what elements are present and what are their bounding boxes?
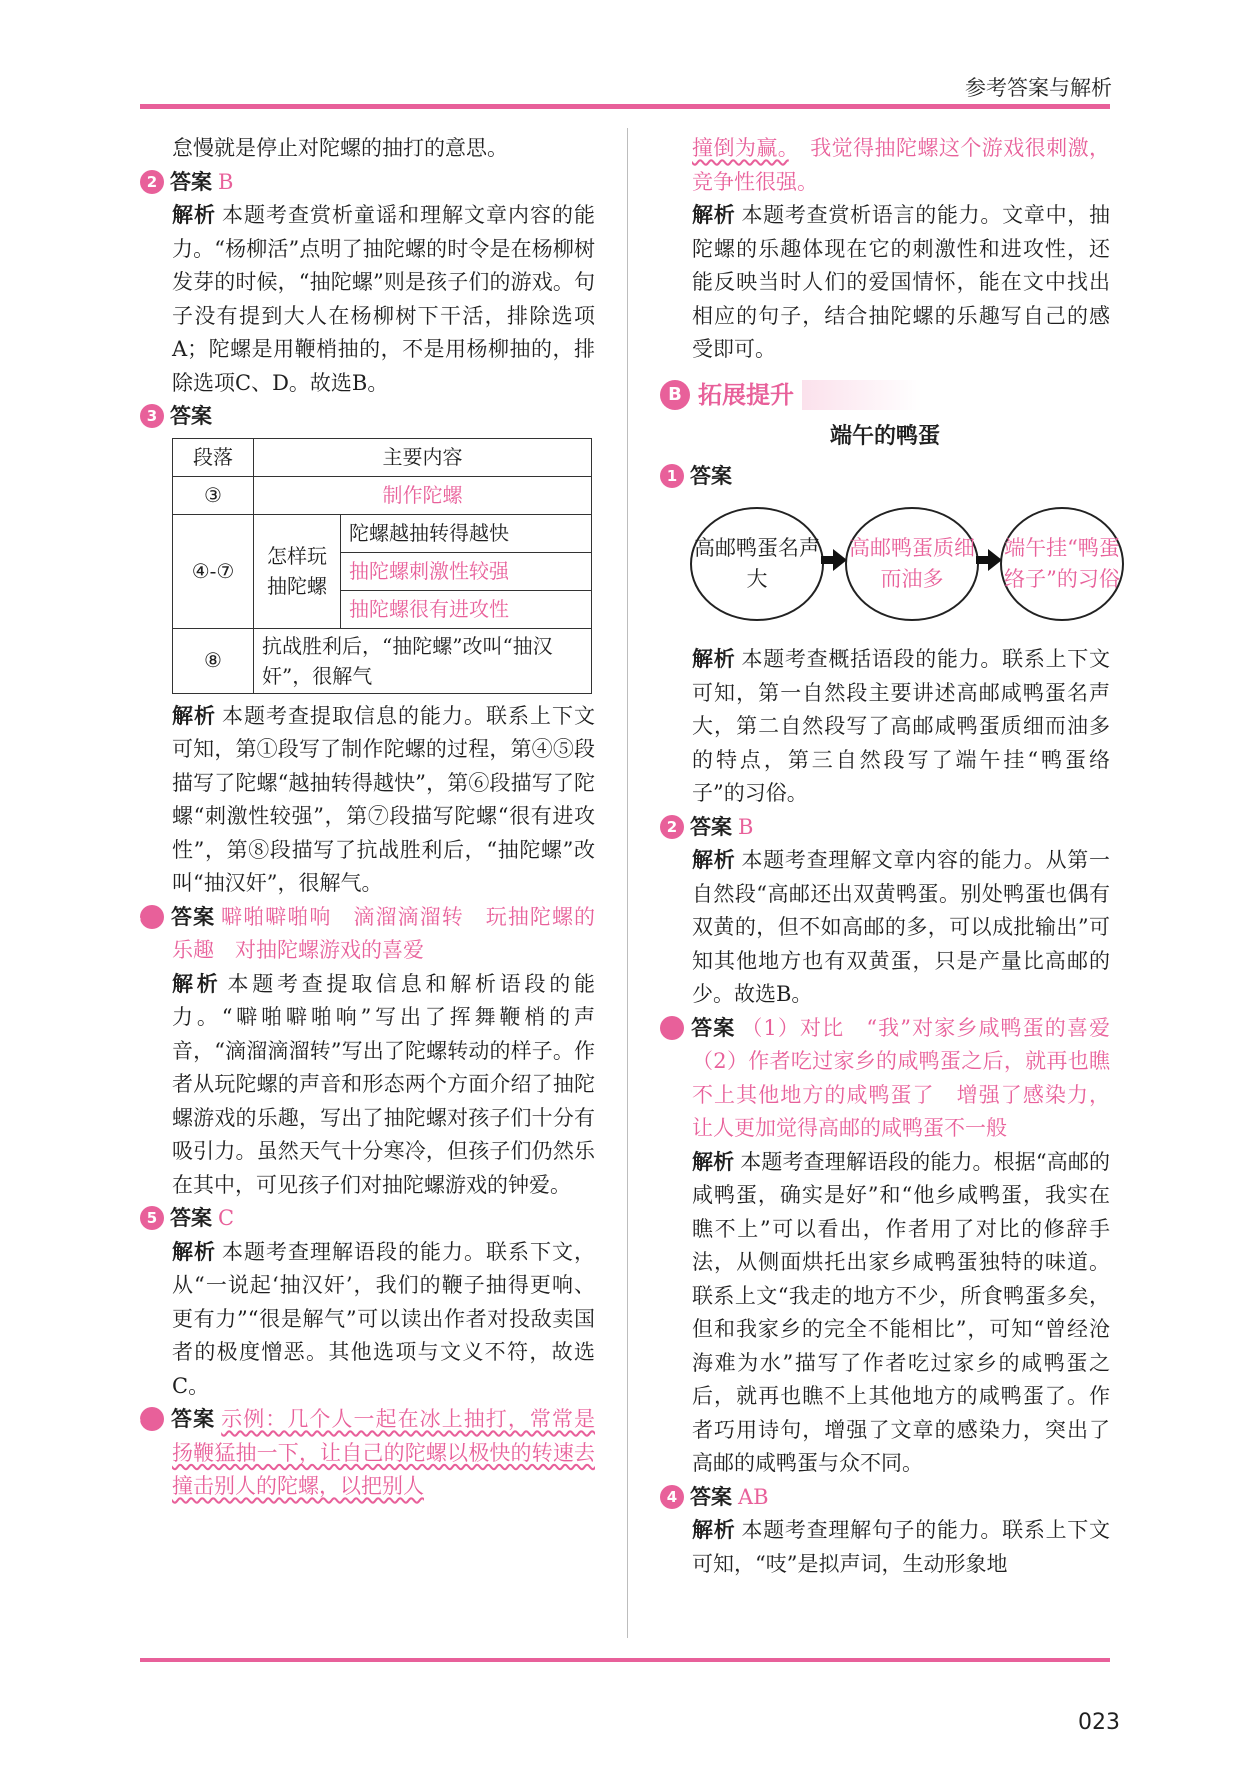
q6-answer-feel: 我觉得抽陀螺这个游戏很刺激，竞争性很强。 <box>692 136 1111 194</box>
answer-label: 答案 <box>690 814 732 839</box>
q6-answer-continued <box>660 132 1110 199</box>
q5-number: 5 <box>140 1206 164 1230</box>
analysis-label: 解析 <box>172 971 222 996</box>
q3-answer <box>140 400 595 434</box>
q3-table <box>172 438 592 694</box>
p2-analysis <box>660 844 1110 1012</box>
flow-node: 高邮鸭蛋名声大 <box>690 507 824 621</box>
analysis-label: 解析 <box>692 1518 736 1542</box>
answer-label: 答案 <box>690 1015 736 1040</box>
answer-label: 答案 <box>170 904 216 929</box>
arrow-right-icon <box>821 547 847 573</box>
section-heading <box>660 379 1110 413</box>
column-divider <box>627 128 628 1638</box>
table-row <box>173 476 592 514</box>
table-row <box>173 628 592 693</box>
p4-analysis-text: 本题考查理解句子的能力。联系上下文可知，“吱”是拟声词，生动形象地 <box>692 1518 1111 1576</box>
p4-analysis <box>660 1514 1110 1581</box>
p3-analysis-text: 本题考查理解语段的能力。根据“高邮的咸鸭蛋，确实是好”和“他乡咸鸭蛋，我实在瞧不上”可以看出，作者用了对比的修辞手法，从侧面烘托出家乡咸鸭蛋独特的味道。联系上文“我走的地方不少，所食鸭蛋多矣，但和我家乡的完全不能相比”，可知“曾经沧海难为水”描写了作者吃过家乡的咸鸭蛋之后，就再也瞧不上其他地方的咸鸭蛋了。作者巧用诗句，增强了文章的感染力，突出了高邮的咸鸭蛋与众不同。 <box>692 1149 1111 1475</box>
p1-analysis-text: 本题考查概括语段的能力。联系上下文可知，第一自然段主要讲述高邮咸鸭蛋名声大，第二自然段写了高邮咸鸭蛋质细而油多的特点，第三自然段写了端午挂“鸭蛋络子”的习俗。 <box>692 647 1111 805</box>
q6-answer-tail: 撞倒为赢。 <box>692 136 789 160</box>
q4-number: 4 <box>140 905 164 929</box>
table-cell: 怎样玩抽陀螺 <box>254 514 341 628</box>
q4-answer-value: 噼啪噼啪响 滴溜滴溜转 玩抽陀螺的乐趣 对抽陀螺游戏的喜爱 <box>172 904 596 962</box>
analysis-label: 解析 <box>172 203 216 227</box>
q4-analysis <box>140 968 595 1203</box>
flow-node: 高邮鸭蛋质细而油多 <box>845 507 979 621</box>
q3-analysis <box>140 700 595 901</box>
p4-answer-value: AB <box>738 1484 769 1509</box>
flow-node: 端午挂“鸭蛋络子”的习俗 <box>1000 507 1124 621</box>
q2-number: 2 <box>140 170 164 194</box>
p1-number: 1 <box>660 464 684 488</box>
q6-analysis-text: 本题考查赏析语言的能力。文章中，抽陀螺的乐趣体现在它的刺激性和进攻性，还能反映当时人们的爱国情怀，能在文中找出相应的句子，结合抽陀螺的乐趣写自己的感受即可。 <box>692 203 1111 361</box>
answer-label: 答案 <box>170 169 212 194</box>
section-b-icon: B <box>660 380 690 410</box>
p1-answer <box>660 460 1110 494</box>
q6-answer-value: 示例：几个人一起在冰上抽打，常常是扬鞭猛抽一下，让自己的陀螺以极快的转速去撞击别人的陀螺，以把别人 <box>172 1407 596 1498</box>
q5-answer <box>140 1202 595 1236</box>
q5-analysis-text: 本题考查理解语段的能力。联系下文，从“一说起‘抽汉奸’，我们的鞭子抽得更响、更有力”“很是解气”可以读出作者对投敌卖国者的极度憎恶。其他选项与文义不符，故选C。 <box>172 1239 595 1398</box>
q6-analysis <box>660 199 1110 367</box>
p2-answer <box>660 811 1110 845</box>
analysis-label: 解析 <box>692 647 736 671</box>
section-title: 拓展提升 <box>698 380 794 409</box>
answer-label: 答案 <box>170 1206 212 1230</box>
arrow-right-icon <box>976 547 1002 573</box>
q2-answer-value: B <box>218 169 234 194</box>
p3-answer <box>650 1012 1131 1146</box>
intro-tail: 怠慢就是停止对陀螺的抽打的意思。 <box>172 136 508 160</box>
table-cell: 制作陀螺 <box>254 476 592 514</box>
q6-number: 6 <box>140 1407 164 1431</box>
q4-analysis-text: 本题考查提取信息和解析语段的能力。“噼啪噼啪响”写出了挥舞鞭梢的声音，“滴溜滴溜转”写出了陀螺转动的样子。作者从玩陀螺的声音和形态两个方面介绍了抽陀螺游戏的乐趣，写出了抽陀螺对孩子们十分有吸引力。虽然天气十分寒冷，但孩子们仍然乐在其中，可见孩子们对抽陀螺游戏的钟爱。 <box>172 971 595 1197</box>
header-title: 参考答案与解析 <box>965 76 1112 100</box>
table-cell: 抽陀螺很有进攻性 <box>341 590 592 628</box>
q5-analysis <box>140 1236 595 1404</box>
analysis-label: 解析 <box>172 703 216 728</box>
q3-analysis-text: 本题考查提取信息的能力。联系上下文可知，第①段写了制作陀螺的过程，第④⑤段描写了陀螺“越抽转得越快”，第⑥段描写了陀螺“刺激性较强”，第⑦段描写陀螺“很有进攻性”，第⑧段描写了抗战胜利后，“抽陀螺”改叫“抽汉奸”，很解气。 <box>172 703 595 895</box>
table-cell: ④-⑦ <box>173 514 254 628</box>
footer-rule <box>140 1658 1110 1662</box>
answer-label: 答案 <box>690 1484 732 1509</box>
p3-answer-value: （1）对比 “我”对家乡咸鸭蛋的喜爱 （2）作者吃过家乡的咸鸭蛋之后，就再也瞧不上其他地方的咸鸭蛋了 增强了感染力，让人更加觉得高邮的咸鸭蛋不一般 <box>692 1015 1131 1140</box>
table-cell: ⑧ <box>173 628 254 693</box>
q5-answer-value: C <box>218 1206 235 1230</box>
table-cell: ③ <box>173 476 254 514</box>
q2-analysis-text: 本题考查赏析童谣和理解文章内容的能力。“杨柳活”点明了抽陀螺的时令是在杨柳树发芽的时候，“抽陀螺”则是孩子们的游戏。句子没有提到大人在杨柳树下干活，排除选项A；陀螺是用鞭梢抽的，不是用杨柳抽的，排除选项C、D。故选B。 <box>172 203 595 395</box>
q2-analysis <box>140 199 595 400</box>
p4-answer <box>660 1481 1110 1515</box>
section-bar <box>802 380 922 410</box>
table-cell: 陀螺越抽转得越快 <box>341 514 592 552</box>
p1-analysis <box>660 643 1110 811</box>
page-number: 023 <box>1078 1710 1120 1735</box>
table-cell: 抽陀螺刺激性较强 <box>341 552 592 590</box>
right-column <box>650 132 1131 1581</box>
p4-number: 4 <box>660 1485 684 1509</box>
q2-answer <box>140 166 595 200</box>
analysis-label: 解析 <box>172 1239 216 1264</box>
analysis-label: 解析 <box>692 203 736 227</box>
q4-answer <box>130 901 596 968</box>
left-column <box>130 132 596 1504</box>
p2-answer-value: B <box>738 814 754 839</box>
story-title: 端午的鸭蛋 <box>829 423 940 449</box>
table-cell: 抗战胜利后，“抽陀螺”改叫“抽汉奸”，很解气 <box>254 628 592 693</box>
table-header-content: 主要内容 <box>254 438 592 476</box>
q3-number: 3 <box>140 404 164 428</box>
p3-number: 3 <box>660 1016 684 1040</box>
answer-label: 答案 <box>690 463 732 488</box>
answer-label: 答案 <box>170 404 212 428</box>
p2-analysis-text: 本题考查理解文章内容的能力。从第一自然段“高邮还出双黄鸭蛋。别处鸭蛋也偶有双黄的，但不如高邮的多，可以成批输出”可知其他地方也有双黄蛋，只是产量比高邮的少。故选B。 <box>692 848 1111 1006</box>
analysis-label: 解析 <box>692 1149 735 1174</box>
p2-number: 2 <box>660 815 684 839</box>
table-row <box>173 514 592 552</box>
header-rule <box>140 104 1110 109</box>
p3-analysis <box>660 1146 1110 1481</box>
table-header-para: 段落 <box>173 438 254 476</box>
q6-answer <box>130 1403 596 1504</box>
p1-flow-diagram <box>660 497 1120 637</box>
answer-label: 答案 <box>170 1407 216 1431</box>
analysis-label: 解析 <box>692 848 736 872</box>
